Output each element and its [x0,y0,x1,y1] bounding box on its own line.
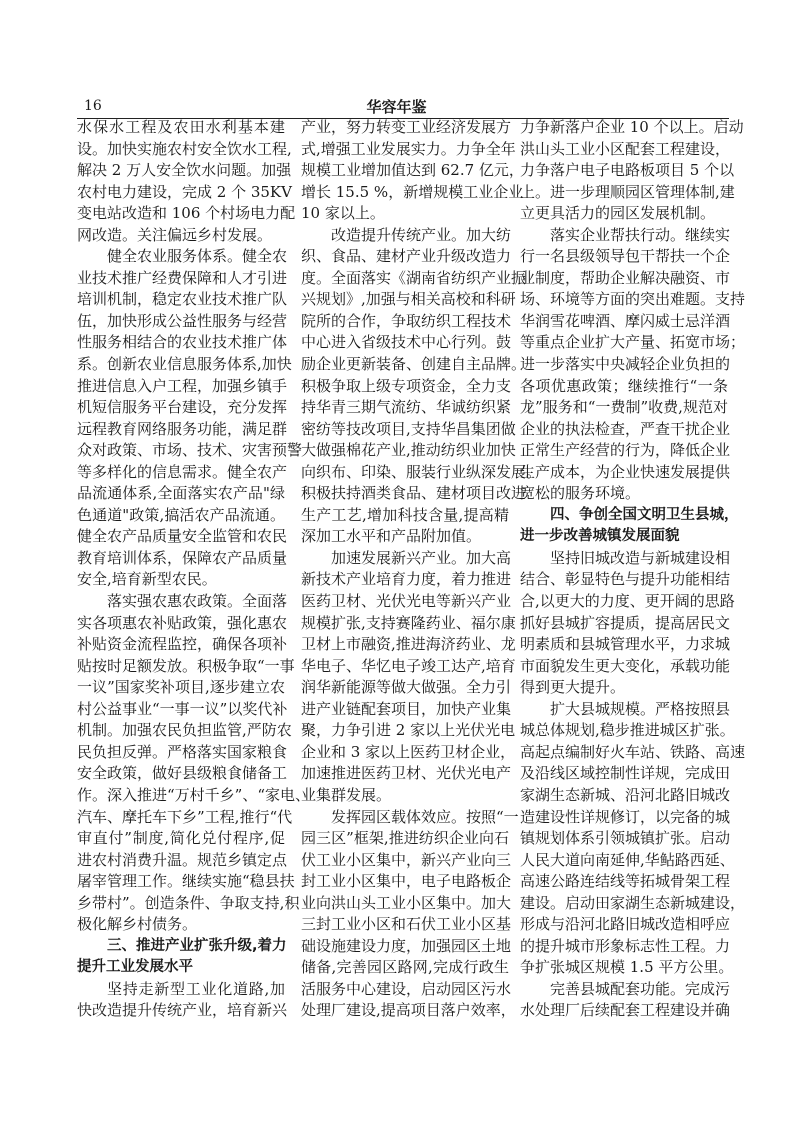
text-line: 系。创新农业信息服务体系,加快 [77,355,292,374]
text-line: 安全政策，做好县级粮食储备工 [77,764,288,783]
text-line: 卫材上市融资,推进海济药业、龙 [301,635,516,654]
text-line: 聚，力争引进 2 家以上光伏光电 [301,721,516,740]
text-line: 处理厂建设,提高项目落户效率， [301,1001,516,1020]
text-line: 四、争创全国文明卫生县城， [550,506,739,523]
text-line: 设。加快实施农村安全饮水工程, [77,139,292,158]
text-line: 得到更大提升。 [520,678,626,697]
text-line: 汽车、摩托车下乡”工程,推行“代 [77,807,293,826]
paragraph [77,117,296,246]
text-line: 力争新落户企业 10 个以上。启动 [520,118,744,136]
text-line: 水处理厂后续配套工程建设并确 [520,1001,731,1020]
text-line: 业集群发展。 [301,785,392,804]
running-title: 华容年鉴 [366,98,427,116]
text-line: 改造提升传统产业。加大纺 [331,225,512,244]
text-line: 密纺等技改项目,支持华昌集团做 [301,419,516,438]
text-line: 等重点企业扩大产量、拓宽市场； [520,333,746,352]
paragraph [520,117,744,225]
text-line: 争扩张城区规模 1.5 平方公里。 [520,958,734,977]
text-line: 明素质和县城管理水平，力求城 [520,635,731,654]
text-line: 三封工业小区和石伏工业小区基 [301,915,512,934]
text-line: 积极扶持酒类食品、建材项目改进 [301,484,527,503]
text-line: 进一步改善城镇发展面貌 [520,528,680,545]
text-line: 教育培训体系，保障农产品质量 [77,548,288,567]
paragraph [301,225,542,548]
text-line: 建设。启动田家湖生态新城建设， [520,893,746,912]
text-line: 兴规划》,加强与相关高校和科研 [301,290,516,309]
text-line: 生产工艺,增加科技含量,提高精 [301,505,509,524]
text-line: 中心进入省级技术中心行列。鼓 [301,333,512,352]
text-line: 屠宰管理工作。继续实施“稳县扶 [77,872,295,891]
text-line: 贴按时足额发放。积极争取“一事 [77,656,295,675]
text-line: 新技术产业培育力度，着力推进 [301,570,512,589]
text-line: 机短信服务平台建设，充分发挥 [77,398,288,417]
text-line: 高速公路连结线等拓城骨架工程 [520,872,731,891]
text-line: 坚持旧城改造与新城建设相 [550,548,731,567]
text-line: 一议”国家奖补项目,逐步建立农 [77,678,285,697]
text-line: 的提升城市形象标志性工程。力 [520,936,731,955]
text-line: 度。全面落实《湖南省纺织产业振 [301,268,527,287]
text-line: 规模扩张,支持赛隆药业、福尔康 [301,613,516,632]
text-line: 园三区”框架,推进纺织企业向石 [301,829,509,848]
text-line: 企业的执法检查，严查干扰企业 [520,419,731,438]
text-line: 落实企业帮扶行动。继续实 [550,225,731,244]
text-line: 立更具活力的园区发展机制。 [520,204,716,223]
text-line: 家湖生态新城、沿河北路旧城改 [520,785,731,804]
text-line: 结合、彰显特色与提升功能相结 [520,570,731,589]
text-line: 润华新能源等做大做强。全力引 [301,678,512,697]
text-line: 华电子、华忆电子竣工达产,培育 [301,656,516,675]
text-line: 进一步落实中央减轻企业负担的 [520,355,731,374]
text-line: 龙”服务和“一费制”收费,规范对 [520,398,728,417]
text-line: 行一名县级领导包干帮扶一个企 [520,247,731,266]
text-line: 推进信息入户工程，加强乡镇手 [77,376,288,395]
paragraph [301,807,519,1022]
text-line: 励企业更新装备、创建自主品牌。 [301,355,527,374]
paragraph [301,117,524,225]
text-line: 完善县城配套功能。完成污 [550,979,731,998]
text-line: 场、环境等方面的突出难题。支持 [520,290,746,309]
text-line: 坚持走新型工业化道路,加 [107,979,285,998]
section-heading [520,505,739,548]
text-line: 上。进一步理顺园区管理体制,建 [520,182,735,201]
text-line: 村公益事业“一事一议”以奖代补 [77,699,288,718]
paragraph [520,548,735,699]
text-line: 高起点编制好火车站、铁路、高速 [520,742,746,761]
text-line: 封工业小区集中，电子电路板企 [301,872,512,891]
paragraph [520,699,746,979]
text-line: 宽松的服务环境。 [520,484,641,503]
text-column-3 [520,117,746,1022]
text-line: 形成与沿河北路旧城改造相呼应 [520,915,731,934]
text-line: 落实强农惠农政策。全面落 [107,592,288,611]
text-line: 合,以更大的力度、更开阔的思路 [520,592,735,611]
text-line: 极化解乡村债务。 [77,915,198,934]
text-line: 民负担反弹。严格落实国家粮食 [77,742,288,761]
text-line: 企业和 3 家以上医药卫材企业， [301,742,516,761]
text-line: 农村电力建设，完成 2 个 35KV [77,182,292,201]
text-line: 生产成本，为企业快速发展提供 [520,462,731,481]
text-line: 解决 2 万人安全饮水问题。加强 [77,161,292,180]
text-line: 城总体规划,稳步推进城区扩张。 [520,721,735,740]
text-line: 色通道"政策,搞活农产品流通。 [77,505,285,524]
text-line: 力争落户电子电路板项目 5 个以 [520,161,735,180]
text-line: 镇规划体系引领城镇扩张。启动 [520,829,731,848]
text-line: 础设施建设力度，加强园区土地 [301,936,512,955]
text-line: 网改造。关注偏远乡村发展。 [77,225,273,244]
text-column-2 [301,117,542,1022]
paragraph [77,979,288,1022]
text-line: 规模工业增加值达到 62.7 亿元， [301,161,524,180]
text-line: 华润雪花啤酒、摩闪威士忌洋酒 [520,311,731,330]
paragraph [520,979,731,1022]
section-heading [77,936,285,979]
text-line: 活服务中心建设，启动园区污水 [301,979,512,998]
text-line: 市面貌发生更大变化，承载功能 [520,656,731,675]
text-line: 产业，努力转变工业经济发展方 [301,118,512,136]
text-line: 提升工业发展水平 [77,959,193,976]
text-line: 洪山头工业小区配套工程建设， [520,139,731,158]
text-line: 快改造提升传统产业，培育新兴 [77,1001,288,1020]
text-line: 正常生产经营的行为，降低企业 [520,441,731,460]
text-line: 医药卫材、光伏光电等新兴产业 [301,592,512,611]
text-line: 织、食品、建材产业升级改造力 [301,247,512,266]
text-line: 远程教育网络服务功能，满足群 [77,419,288,438]
text-line: 健全农产品质量安全监管和农民 [77,527,288,546]
text-line: 补贴资金流程监控，确保各项补 [77,635,288,654]
text-line: 式,增强工业发展实力。力争全年 [301,139,516,158]
text-line: 伍，加快形成公益性服务与经营 [77,311,288,330]
text-line: 审直付”制度,简化兑付程序,促 [77,829,285,848]
text-line: 健全农业服务体系。健全农 [107,247,288,266]
text-line: 大做强棉花产业,推动纺织业加快 [301,441,516,460]
text-line: 造建设性详规修订，以完备的城 [520,807,731,826]
paragraph [520,225,746,505]
text-line: 发挥园区载体效应。按照“一 [331,807,519,826]
text-line: 各项优惠政策；继续推行“一条 [520,376,728,395]
text-line: 加速发展新兴产业。加大高 [331,548,512,567]
text-line: 增长 15.5 %，新增规模工业企业 [301,182,524,201]
text-line: 院所的合作，争取纺织工程技术 [301,311,512,330]
text-line: 及沿线区域控制性详规，完成田 [520,764,731,783]
text-line: 抓好县城扩容提质，提高居民文 [520,613,731,632]
text-line: 乡带村”。创造条件、争取支持,积 [77,893,300,912]
text-line: 业向洪山头工业小区集中。加大 [301,893,512,912]
text-line: 储备,完善园区路网,完成行政生 [301,958,509,977]
text-line: 安全,培育新型农民。 [77,570,217,589]
text-line: 变电站改造和 106 个村场电力配 [77,204,296,223]
text-line: 水保水工程及农田水利基本建 [77,118,285,136]
text-line: 深加工水平和产品附加值。 [301,527,482,546]
paragraph [77,591,311,936]
text-line: 伏工业小区集中，新兴产业向三 [301,850,512,869]
page-number: 16 [84,98,102,114]
text-line: 进产业链配套项目，加快产业集 [301,699,512,718]
text-line: 人民大道向南延伸,华鲇路西延、 [520,850,735,869]
text-line: 机制。加强农民负担监管,严防农 [77,721,292,740]
text-line: 持华青三期气流纺、华诚纺织紧 [301,398,512,417]
text-line: 品流通体系,全面落实农产品"绿 [77,484,285,503]
text-line: 扩大县城规模。严格按照县 [550,699,731,718]
text-line: 积极争取上级专项资金，全力支 [301,376,512,395]
text-line: 10 家以上。 [301,204,385,223]
text-line: 作。深入推进“万村千乡”、“家电、 [77,785,311,804]
text-column-1 [77,117,311,1022]
text-line: 等多样化的信息需求。健全农产 [77,462,288,481]
text-line: 性服务相结合的农业技术推广体 [77,333,288,352]
paragraph [301,548,516,807]
text-line: 向织布、印染、服装行业纵深发展。 [301,462,542,481]
text-line: 培训机制，稳定农业技术推广队 [77,290,288,309]
text-line: 进农村消费升温。规范乡镇定点 [77,850,288,869]
text-line: 实各项惠农补贴政策，强化惠农 [77,613,288,632]
text-line: 加速推进医药卫材、光伏光电产 [301,764,512,783]
text-line: 众对政策、市场、技术、灾害预警 [77,441,303,460]
text-line: 三、推进产业扩张升级,着力 [107,937,287,954]
text-line: 业技术推广经费保障和人才引进 [77,268,288,287]
paragraph [77,246,303,591]
text-line: 业制度，帮助企业解决融资、市 [520,268,731,287]
